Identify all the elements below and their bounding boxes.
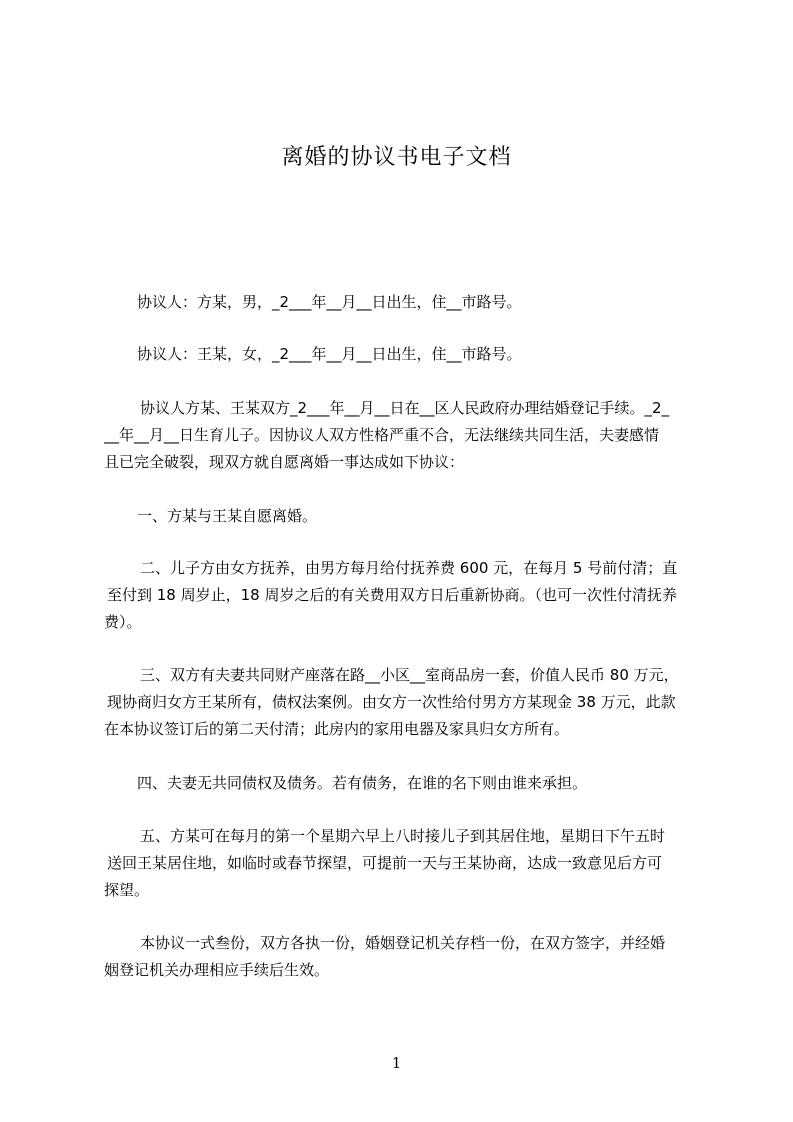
paragraph-line: 姻登记机关办理相应手续后生效。 <box>104 961 330 979</box>
paragraph-line: 至付到 18 周岁止，18 周岁之后的有关费用双方日后重新协商。（也可一次性付清抚养 <box>107 586 677 604</box>
paragraph-line: 现协商归女方王某所有，债权法案例。由女方一次性给付男方方某现金 38 万元，此款 <box>107 693 676 711</box>
paragraph-line: 送回王某居住地，如临时或春节探望，可提前一天与王某协商，达成一致意见后方可 <box>107 854 663 872</box>
paragraph-line: 一、方某与王某自愿离婚。 <box>137 507 318 525</box>
paragraph-line: 四、夫妻无共同债权及债务。若有债务，在谁的名下则由谁来承担。 <box>137 774 588 792</box>
paragraph-line: 协议人：王某，女，_2___年__月__日出生，住__市路号。 <box>137 345 522 363</box>
paragraph-line: 探望。 <box>104 881 150 899</box>
paragraph-line: 在本协议签订后的第二天付清；此房内的家用电器及家具归女方所有。 <box>104 720 570 738</box>
paragraph-line: 本协议一式叁份，双方各执一份，婚姻登记机关存档一份，在双方签字，并经婚 <box>140 934 666 952</box>
paragraph-line: 费）。 <box>104 613 142 631</box>
paragraph-line: 五、方某可在每月的第一个星期六早上八时接儿子到其居住地，星期日下午五时 <box>140 827 666 845</box>
document-title: 离婚的协议书电子文档 <box>281 145 512 170</box>
paragraph-line: 三、双方有夫妻共同财产座落在路__小区__室商品房一套，价值人民币 80 万元， <box>140 666 679 684</box>
paragraph-line: 且已完全破裂，现双方就自愿离婚一事达成如下协议： <box>104 453 465 471</box>
paragraph-line: __年__月__日生育儿子。因协议人双方性格严重不合，无法继续共同生活，夫妻感情 <box>104 426 660 444</box>
page-number: 1 <box>391 1054 402 1072</box>
paragraph-line: 二、儿子方由女方抚养，由男方每月给付抚养费 600 元，在每月 5 号前付清；直 <box>140 559 678 577</box>
paragraph-line: 协议人：方某，男，_2___年__月__日出生，住__市路号。 <box>137 293 522 311</box>
paragraph-line: 协议人方某、王某双方_2___年__月__日在__区人民政府办理结婚登记手续。_2_ <box>140 399 670 417</box>
